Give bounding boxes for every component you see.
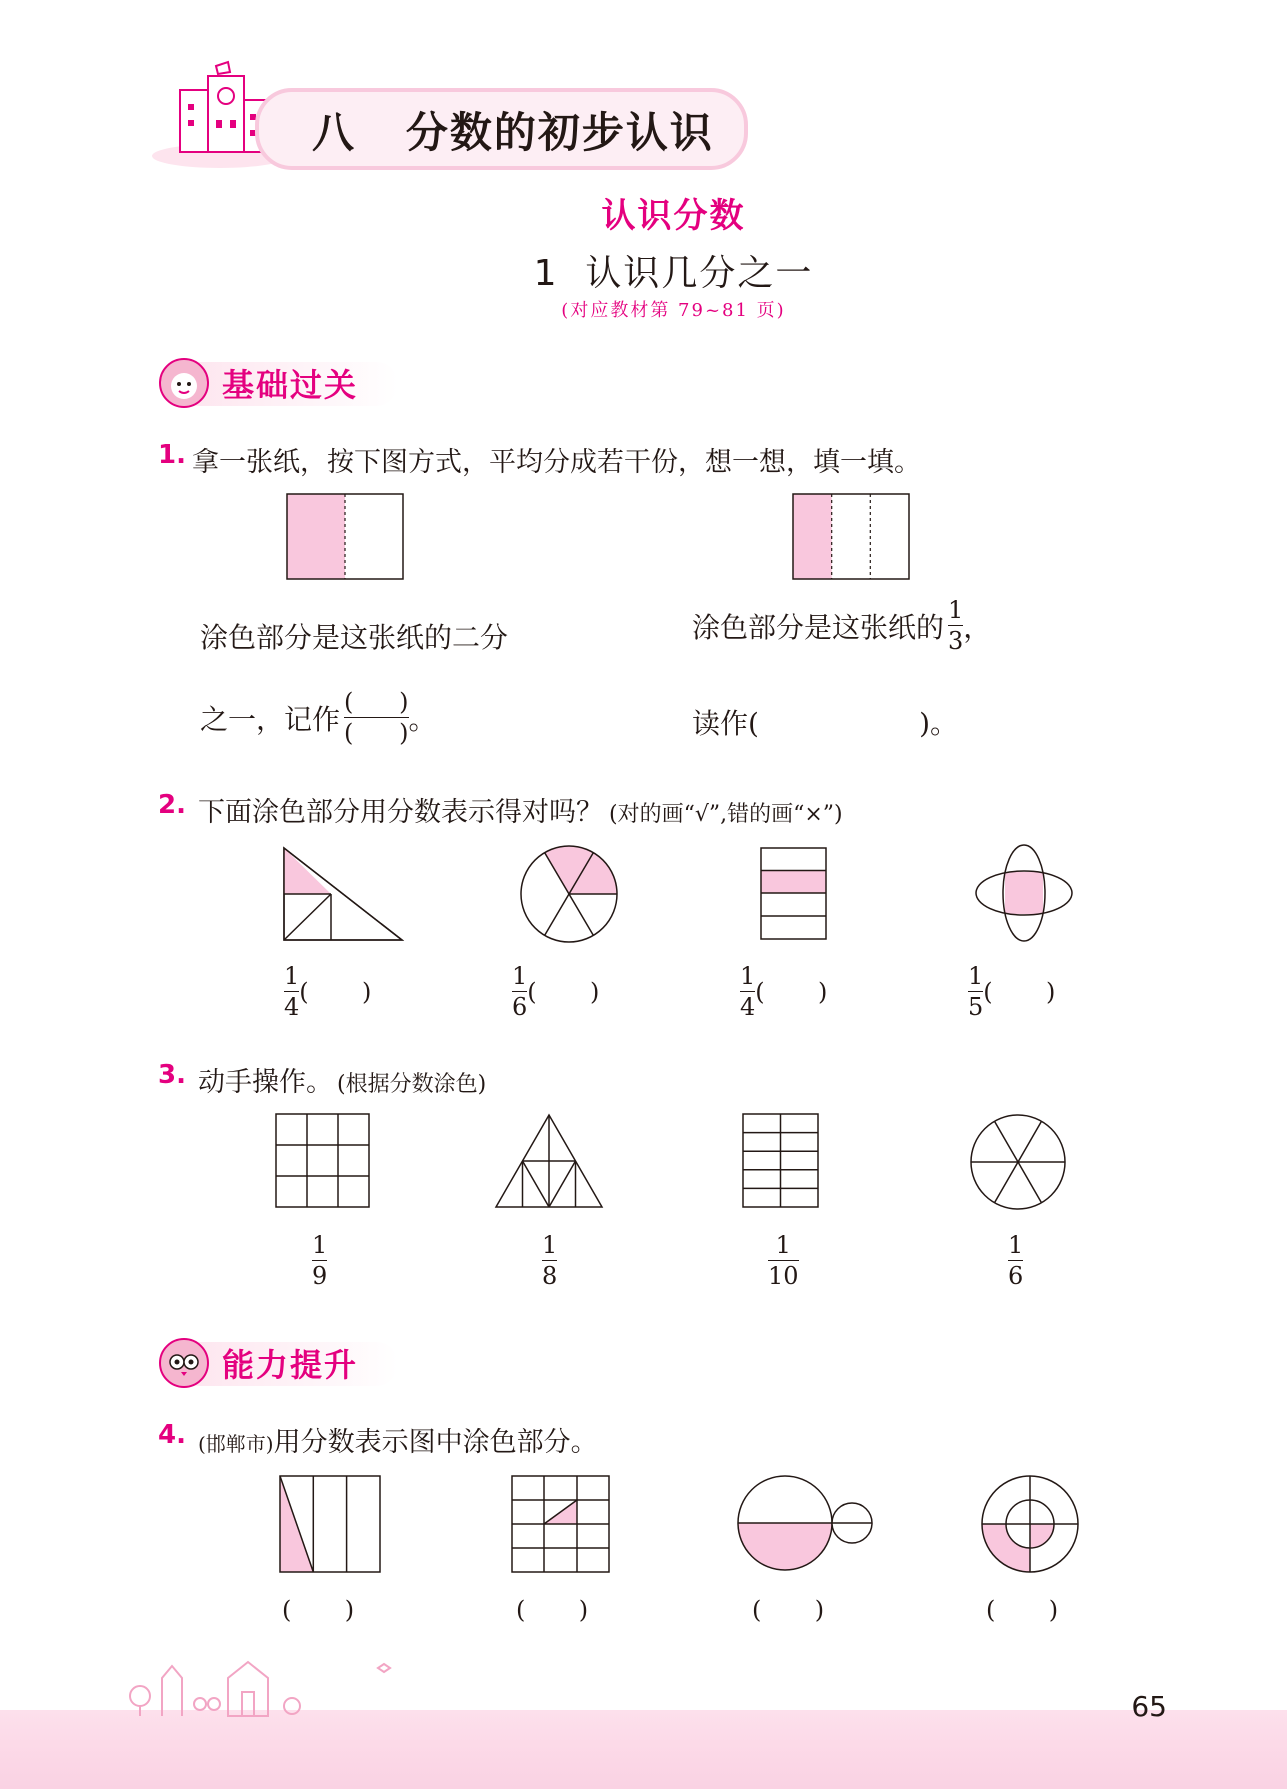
q1-right-comma: ， xyxy=(963,610,992,644)
fraction-denominator: 6 xyxy=(512,993,528,1021)
fraction-numerator: 1 xyxy=(312,1231,328,1259)
fraction-bar xyxy=(542,1260,557,1261)
circle-sixths-blank-figure[interactable] xyxy=(969,1113,1067,1211)
fraction-bar xyxy=(344,717,409,718)
lesson-title: 1 认识几分之一 xyxy=(533,253,814,294)
fraction-numerator: 1 xyxy=(740,962,756,990)
question-4-row xyxy=(198,1420,598,1459)
fraction-denominator: 5 xyxy=(968,993,984,1021)
q1-right-line2[interactable]: 读作( )。 xyxy=(692,707,959,740)
q4-answer-blank-3[interactable]: ( ) xyxy=(752,1596,825,1624)
fraction xyxy=(968,964,983,1019)
fraction-denominator: 3 xyxy=(948,627,964,655)
footer-town-illustration xyxy=(120,1648,410,1718)
page-number: 65 xyxy=(1131,1690,1167,1723)
question-2-number: 2. xyxy=(158,790,186,820)
question-3-note: (根据分数涂色) xyxy=(337,1072,487,1097)
q2-answer-1 xyxy=(284,964,371,1019)
q2-answer-4 xyxy=(968,964,1055,1019)
advanced-section-label: 能力提升 xyxy=(222,1346,359,1384)
q1-left-end: 。 xyxy=(408,702,437,736)
one-third-fraction xyxy=(948,598,963,653)
striped-rectangle-figure xyxy=(760,847,828,941)
fraction-bar xyxy=(284,991,299,992)
answer-blank[interactable]: ( ) xyxy=(755,977,828,1006)
paper-thirds-figure xyxy=(792,493,912,581)
paper-halves-figure xyxy=(286,493,406,581)
circle-sixths-figure xyxy=(518,845,620,943)
fraction-numerator-blank[interactable]: ( ) xyxy=(344,688,409,716)
q1-left-line2: 之一，记作 xyxy=(200,702,341,736)
grid-3x3-figure[interactable] xyxy=(275,1113,371,1209)
question-3-text: 动手操作。 xyxy=(198,1067,333,1098)
basic-section-label: 基础过关 xyxy=(222,366,359,404)
fraction-bar xyxy=(512,991,527,992)
girl-mascot-icon xyxy=(158,356,210,410)
fraction-bar xyxy=(312,1260,327,1261)
fraction-bar xyxy=(948,625,963,626)
crossed-ellipses-figure xyxy=(974,843,1074,943)
answer-blank[interactable]: ( ) xyxy=(527,977,600,1006)
fraction-numerator: 1 xyxy=(968,962,984,990)
question-2-note: (对的画“√”,错的画“×”) xyxy=(609,802,843,827)
q1-left-line1: 涂色部分是这张纸的二分 xyxy=(200,621,509,654)
question-4-number: 4. xyxy=(158,1420,186,1450)
chapter-title: 八 分数的初步认识 xyxy=(312,108,714,157)
q4-answer-blank-1[interactable]: ( ) xyxy=(282,1596,355,1624)
fraction-numerator: 1 xyxy=(284,962,300,990)
question-3-number: 3. xyxy=(158,1060,186,1090)
section-title: 认识分数 xyxy=(601,196,746,236)
q4-answer-blank-2[interactable]: ( ) xyxy=(516,1596,589,1624)
fraction xyxy=(512,964,527,1019)
q1-left-line2-row xyxy=(200,690,437,745)
fraction-denominator: 10 xyxy=(768,1262,799,1290)
fraction-denominator: 8 xyxy=(542,1262,558,1290)
fraction-bar xyxy=(740,991,755,992)
q2-answer-3 xyxy=(740,964,827,1019)
textbook-reference: (对应教材第 79~81 页) xyxy=(561,300,786,321)
question-2-row xyxy=(198,790,843,829)
two-circles-figure xyxy=(736,1474,876,1574)
fraction-bar xyxy=(1008,1260,1023,1261)
fraction-numerator: 1 xyxy=(512,962,528,990)
fraction-denominator-blank[interactable]: ( ) xyxy=(344,719,409,747)
question-1-text: 拿一张纸，按下图方式，平均分成若干份，想一想，填一填。 xyxy=(192,447,921,478)
owl-mascot-icon xyxy=(158,1336,210,1390)
fraction-denominator: 4 xyxy=(740,993,756,1021)
q2-answer-2 xyxy=(512,964,599,1019)
q1-answer-fraction[interactable] xyxy=(344,690,409,745)
ring-quarters-figure xyxy=(980,1474,1080,1574)
fraction-numerator: 1 xyxy=(775,1231,791,1259)
footer-band xyxy=(0,1710,1287,1789)
fraction-numerator: 1 xyxy=(1008,1231,1024,1259)
q1-right-line1: 涂色部分是这张纸的 xyxy=(692,610,945,644)
q3-fraction-2 xyxy=(542,1233,557,1288)
question-2-text: 下面涂色部分用分数表示得对吗？ xyxy=(198,797,603,828)
fraction xyxy=(284,964,299,1019)
q3-fraction-1 xyxy=(312,1233,327,1288)
q4-answer-blank-4[interactable]: ( ) xyxy=(986,1596,1059,1624)
q3-fraction-3 xyxy=(768,1233,799,1288)
fraction-bar xyxy=(768,1260,799,1261)
rectangle-triangle-figure xyxy=(278,1474,382,1574)
triangle-eighths-figure[interactable] xyxy=(494,1113,604,1209)
answer-blank[interactable]: ( ) xyxy=(983,977,1056,1006)
triangle-figure xyxy=(282,846,406,942)
advanced-section-header xyxy=(158,1336,408,1390)
basic-section-header xyxy=(158,356,408,410)
fraction-denominator: 9 xyxy=(312,1262,328,1290)
grid-triangle-figure xyxy=(510,1474,612,1574)
fraction-denominator: 6 xyxy=(1008,1262,1024,1290)
fraction-numerator: 1 xyxy=(948,596,964,624)
fraction-denominator: 4 xyxy=(284,993,300,1021)
question-1-number: 1. xyxy=(158,440,186,470)
grid-2x5-figure[interactable] xyxy=(742,1113,820,1209)
q1-right-line1-row xyxy=(692,598,991,653)
fraction-numerator: 1 xyxy=(542,1231,558,1259)
fraction-bar xyxy=(968,991,983,992)
question-3-row xyxy=(198,1060,486,1099)
answer-blank[interactable]: ( ) xyxy=(299,977,372,1006)
question-4-text: 用分数表示图中涂色部分。 xyxy=(273,1427,598,1458)
question-4-source: (邯郸市) xyxy=(198,1432,274,1456)
q3-fraction-4 xyxy=(1008,1233,1023,1288)
fraction xyxy=(740,964,755,1019)
